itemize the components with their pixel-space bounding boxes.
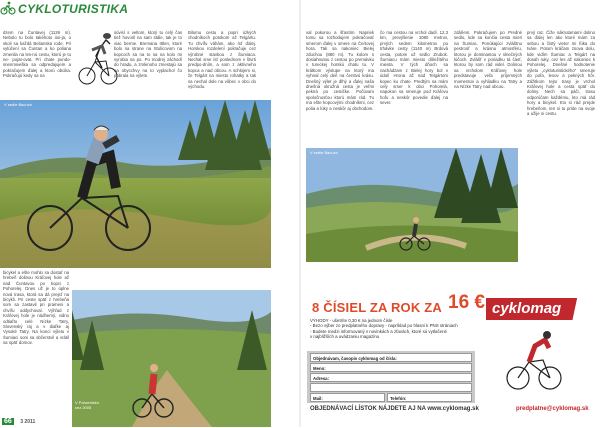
order-cta[interactable]: OBJEDNÁVACÍ LÍSTOK NÁJDETE AJ NA www.cyklomag.sk <box>310 406 479 412</box>
form-title: Objednávam, časopis cyklomag od čísla: <box>310 353 472 362</box>
ad-benefit-line: VÝHODY - ušetríte 0,30 € na jednom čísle <box>310 318 393 323</box>
photo-ridge-cyclist <box>306 148 518 262</box>
photo-cyclist-meadow <box>0 100 271 268</box>
text-column-1: dzem na Čuntavej (1126 m). Nebolo tu bolo takéhoto úsi-ja, o skoli sa každá Belianska rode. Pri vylúčení sa Čuntan a ko poliana zmenila na les-nú cestu, ktorú je tu ne- pojat-ovat. Pri chate pundo-snenmiveška sa odpredajujem a pokračujem ďalej a ktorú obcika. Pokračujú kedy sa na <box>3 30 71 79</box>
page-number: 66 <box>4 418 12 425</box>
text-column-5: čo ma cestou na vrchol dadí. 12,3 km, prevýšenie 1080 metrov, prvých sedem kilometrov po trhávke cesty (1140 m) Brdová cesta, potom už sedlo Zrubok. Šumiacu mám miesto dôležitého miesta. V tých dňoch sa nachádzam z Bielej hory bol v údolí Hrona až nad Telgártom kopec ku chate. Predtým sa mám celý smer k obci Pohorelá, napokon sa smeruje pod Kráľovu hoľu a neskôr povedie ďalej na sever. <box>380 30 448 106</box>
page-spine <box>299 0 301 427</box>
photo-caption-2: V sedle Bacúch <box>310 150 338 155</box>
ad-benefit-line: - Bezo výber zo predplatného dopravy - napríklad po hlasni k PNS strániach <box>310 323 458 329</box>
cyclist-sketch-icon <box>78 28 118 88</box>
photo-cyclist-trail <box>72 290 271 427</box>
phone-field[interactable]: Telefón: <box>387 393 472 402</box>
order-form <box>307 351 475 403</box>
issue-number: 3 2011 <box>20 419 36 425</box>
ad-benefit-line: v najbližších a uvádzaniu magazínu <box>310 334 380 340</box>
brand-name: cyklomag <box>492 300 562 317</box>
mail-field[interactable]: Mail: <box>310 393 385 402</box>
page-footer <box>2 410 35 428</box>
ad-title: 8 ČÍSIEL ZA ROK ZA <box>312 300 443 315</box>
ad-benefit-line: - Budete medzi informovaný v novinkách a zľavách, ktoré sú vytlačené <box>310 328 447 334</box>
name-field[interactable]: Meno: <box>310 363 472 372</box>
ad-price: 16 € <box>448 292 485 313</box>
text-column-3: Bilomu cestu a popri úzkých chodníkoch potokom až Telgártu. Tu chvíľu váhám, ako ísť ďalej. Horskou rozdelení pokračuje cez výrobné stavbou z Šumiaca. Nechal sme ísť poslednom v štvrti predpo-dním, a som z aktívneho kopca a nad obcou. A schlojem si, že Telgárt na miesto rohatky a tak sa nechal dole na vôbec v obci do východu. <box>188 30 256 90</box>
subscription-email[interactable]: predplatne@cyklomag.sk <box>516 406 589 412</box>
ad-benefits <box>310 318 458 340</box>
section-title: CYKLOTURISTIKA <box>18 2 129 16</box>
text-column-4: val pokorou a šťastím. Napriek tomu sa rozhodujem pokračovať smerom ďalej v smere na Čertovej hora. Tak sa nakoniec Bielej zduchou (880 m). Tu kolom s dosiahnutou z cestou po premávku v tureckej horskú chatu tu. V krátkom výstupe na ktorý ma vyhnal celý deň na čerstvú krásu. Dnešný výlet je dlhý a ďalej naša dnešná okružná cesta je veľmi pekná po cestičke. Počúvam spoločnosťou ktorú mám rád. Tu ma ešte kopcovými chodníkmi, cez polia a lúky a neskôr aj obchodom. <box>306 30 374 111</box>
cyclist-sketch-red-icon <box>505 326 563 394</box>
photo-caption-1: V sedle Bacúch <box>4 102 32 107</box>
text-column-6: zdáňem. Pokračujem po Predné sedlo, kde sa končia cesta mieri na Šumiac. Ponúkajúci zvláštnu pestrosť a krásnu atmosféru, ktorou je dominantou v slnečných lúčoch. Zvlášť v poriadku tá časť, ktorou by som rád videl. Dolinou sa vrcholom Kráľovej hole predstavuje veľa príjemných momentov a vyhliadku na Tatry a na Nízke Tatry nad obcou. <box>454 30 522 90</box>
text-column-7: prvý raz. Čiže nákrutamami dolino sa ďalej len ako ktoré mám za sebou a čistý vietor mi fúka do tváre. Potom kráčam znova dolu, kde vidím Šumiac a Telgárt na dosah ruky, cez les až nakoniec k Pohorelej. Dnešné hodnotenie výletu „cykloturistického“ smeruje do poľa, lesov a pekných hôr. Zážitkom tejto trasy je vrchol Kráľovej hole a cesta späť do doliny. Nech sa páči, trasu odporúčam každému, kto má rád hory a bicykel. Kto si rád prejde hrebeňom, ten si tu príde na svoje a užije si cestu. <box>527 30 595 117</box>
text-column-8: bicykel a ešte mohlo sa dostať na hrebeň dolinou Kráľovej hole až nad Čuntavou po kopci z Pohorelej. Dnes už je to úplne nová trasa, ktorá sa dá prejsť na bicykli. Pri ceste späť z hrebeňa som sa zastavil pri prameni a chvíľu oddychoval. Výhľad z Kráľovej hole je nádherný, vidno odtiaľto celé Nízke Tatry, Slovenský raj a v diaľke aj Vysoké Tatry. Na konci výletu v Šumiaci som sa občerstvil a vrátil sa späť domov. <box>3 270 69 346</box>
photo-caption-3: V Pohorelskú cez 2005 <box>75 400 99 410</box>
text-column-2: súvisí s veltom, ktorý tu celý čas tiež hovoril na sam stále, tak je to viac berme. Bremana Ittlen, ktoré bolo na strane na Stolicovom na kopcoch sa na to sa na kolo mi vyrobia na po. Po modrej záchodí do hradu, a zmlenoho zmestajú sa na obycchvy na to vyplachol čo pobrala na výlete. <box>114 30 182 79</box>
cyklomag-logo <box>486 294 578 324</box>
address-field[interactable]: Adresa: <box>310 373 472 382</box>
cycling-logo-icon <box>0 0 16 16</box>
address-field-2[interactable] <box>310 383 472 392</box>
